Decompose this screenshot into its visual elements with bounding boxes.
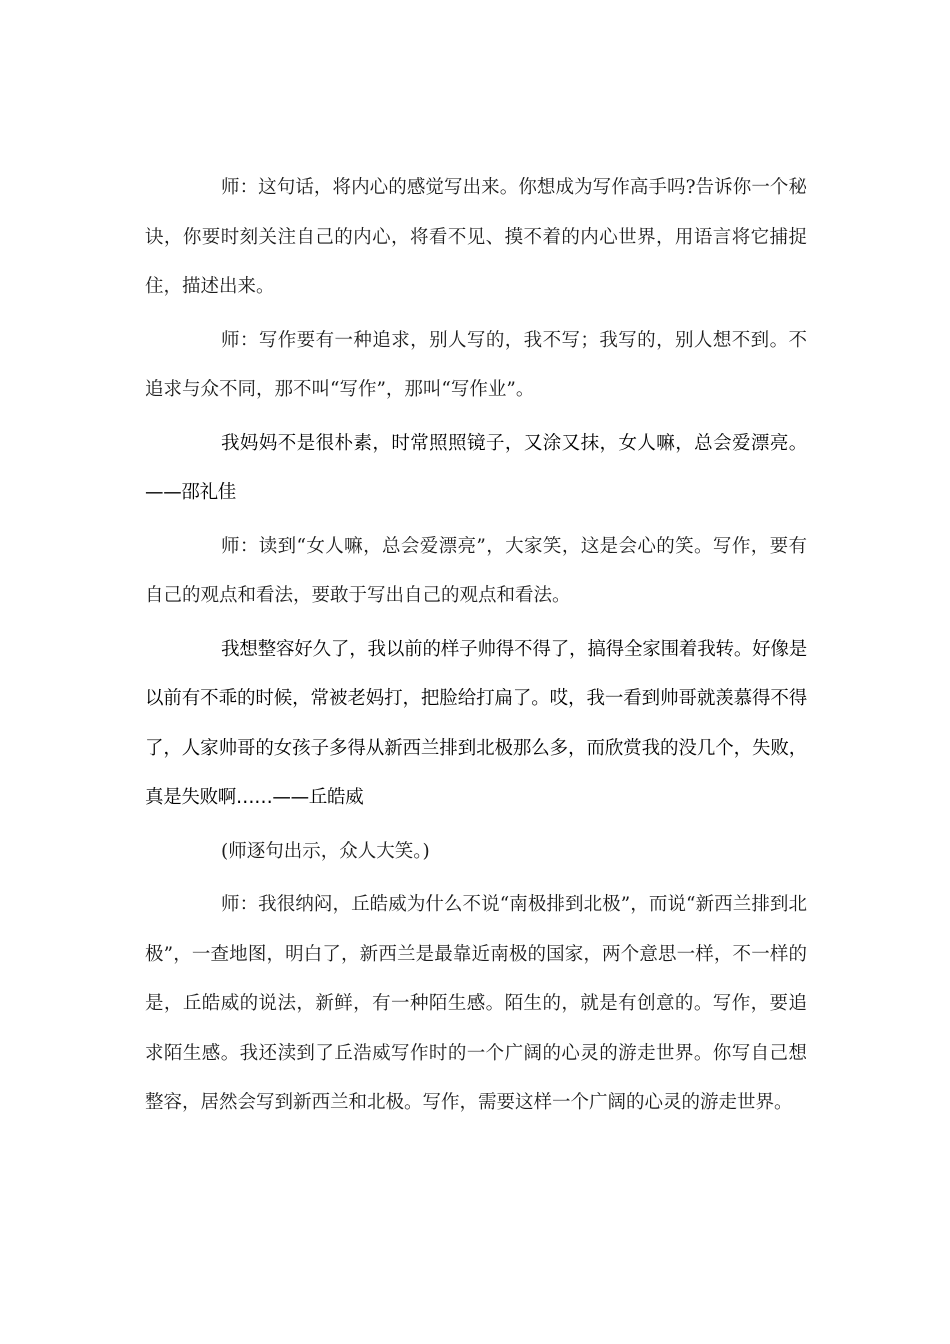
paragraph-teacher-secret: 师：这句话，将内心的感觉写出来。你想成为写作高手吗?告诉你一个秘诀，你要时刻关注自己的内心，将看不见、摸不着的内心世界，用语言将它捕捉住，描述出来。 (145, 177, 807, 297)
paragraph-stage-note: (师逐句出示，众人大笑。) (221, 840, 430, 862)
document-page (145, 163, 807, 1132)
paragraph-student-quote-plastic-surgery: 我想整容好久了，我以前的样子帅得不得了，搞得全家围着我转。好像是以前有不乖的时候，常被老妈打，把脸给打扁了。哎，我一看到帅哥就羡慕得不得了，人家帅哥的女孩子多得从新西兰排到北极那么多，而欣赏我的没几个，失败，真是失败啊……——丘皓威 (145, 638, 807, 808)
paragraph-teacher-pursuit: 师：写作要有一种追求，别人写的，我不写；我写的，别人想不到。不追求与众不同，那不叫“写作”，那叫“写作业”。 (145, 329, 807, 400)
paragraph-teacher-viewpoint: 师：读到“女人嘛，总会爱漂亮”，大家笑，这是会心的笑。写作，要有自己的观点和看法，要敢于写出自己的观点和看法。 (145, 535, 807, 606)
paragraph-student-quote-mother: 我妈妈不是很朴素，时常照照镜子，又涂又抹，女人嘛，总会爱漂亮。——邵礼佳 (145, 432, 807, 503)
paragraph-teacher-novelty: 师：我很纳闷，丘皓威为什么不说“南极排到北极”，而说“新西兰排到北极”，一查地图，明白了，新西兰是最靠近南极的国家，两个意思一样，不一样的是，丘皓威的说法，新鲜，有一种陌生感。陌生的，就是有创意的。写作，要追求陌生感。我还渎到了丘浩威写作时的一个广阔的心灵的游走世界。你写自己想整容，居然会写到新西兰和北极。写作，需要这样一个广阔的心灵的游走世界。 (145, 894, 807, 1113)
